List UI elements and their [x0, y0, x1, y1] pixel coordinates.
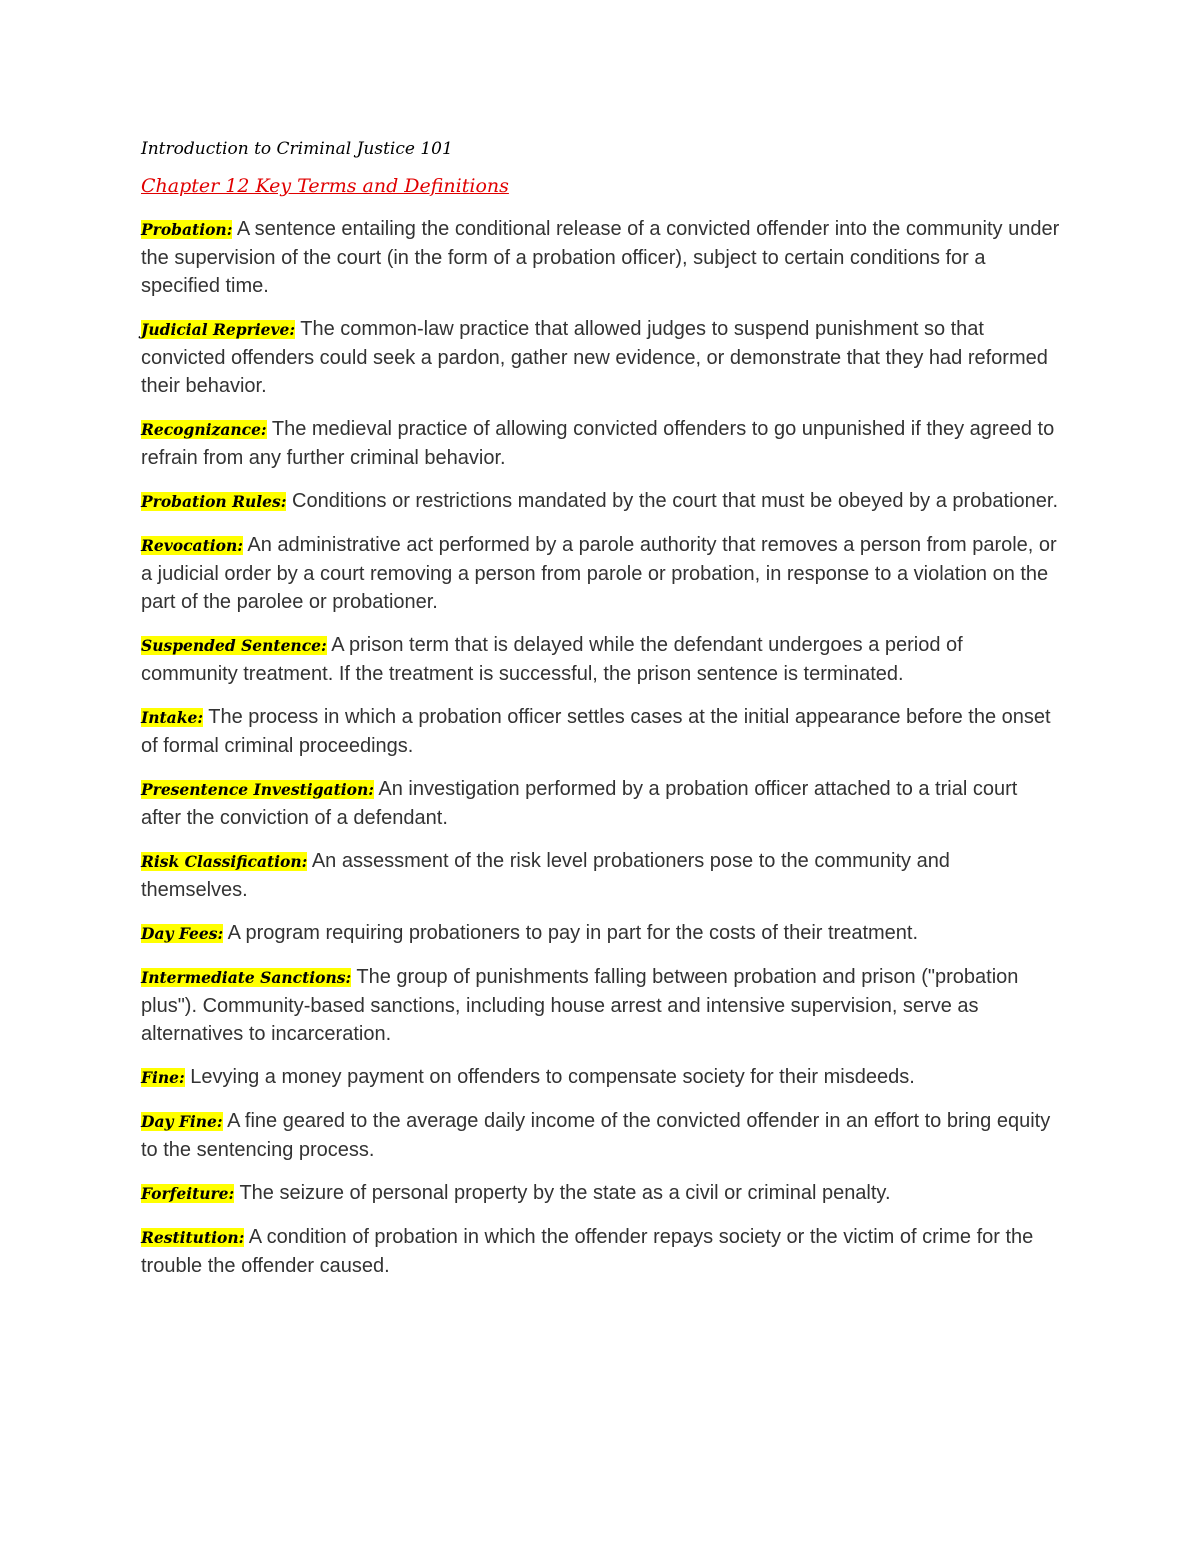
term-entry-forfeiture [141, 1179, 1061, 1208]
term-name: Fine: [141, 1067, 185, 1087]
term-entry-intake [141, 703, 1061, 760]
course-title: Introduction to Criminal Justice 101 [141, 139, 453, 159]
term-entry-day-fine [141, 1107, 1061, 1164]
term-definition: A program requiring probationers to pay in part for the costs of their treatment. [223, 921, 919, 944]
term-name: Day Fees: [141, 923, 224, 943]
term-definition: A condition of probation in which the offender repays society or the victim of crime for the trouble the offender caused. [141, 1225, 1034, 1277]
term-list [141, 215, 1061, 1280]
term-definition: An administrative act performed by a parole authority that removes a person from parole, or a judicial order by a court removing a person from parole or probation, in response to a violation on the part of the parolee or probationer. [141, 533, 1057, 613]
term-name: Forfeiture: [141, 1183, 235, 1203]
term-entry-recognizance [141, 415, 1061, 472]
term-name: Revocation: [141, 535, 243, 555]
term-entry-fine [141, 1063, 1061, 1092]
term-name: Restitution: [141, 1227, 245, 1247]
term-entry-presentence-investigation [141, 775, 1061, 832]
term-entry-judicial-reprieve [141, 315, 1061, 400]
term-name: Day Fine: [141, 1111, 223, 1131]
term-name: Judicial Reprieve: [141, 319, 296, 339]
term-entry-probation-rules [141, 487, 1061, 516]
document-page [141, 138, 1061, 1295]
chapter-title: Chapter 12 Key Terms and Definitions [141, 175, 509, 198]
term-name: Probation: [141, 219, 233, 239]
term-definition: The process in which a probation officer settles cases at the initial appearance before the onset of formal criminal proceedings. [141, 705, 1051, 757]
term-entry-probation [141, 215, 1061, 300]
term-definition: A prison term that is delayed while the defendant undergoes a period of community treatment. If the treatment is successful, the prison sentence is terminated. [141, 633, 963, 685]
term-name: Recognizance: [141, 419, 267, 439]
term-definition: A fine geared to the average daily income of the convicted offender in an effort to bring equity to the sentencing process. [141, 1109, 1051, 1161]
term-name: Probation Rules: [141, 491, 287, 511]
term-definition: Conditions or restrictions mandated by the court that must be obeyed by a probationer. [286, 489, 1059, 512]
term-definition: An assessment of the risk level probationers pose to the community and themselves. [141, 849, 950, 901]
term-entry-restitution [141, 1223, 1061, 1280]
term-definition: An investigation performed by a probation officer attached to a trial court after the conviction of a defendant. [141, 777, 1018, 829]
term-entry-intermediate-sanctions [141, 963, 1061, 1048]
term-definition: A sentence entailing the conditional release of a convicted offender into the community under the supervision of the court (in the form of a probation officer), subject to certain conditions for a specified time. [141, 217, 1060, 297]
term-entry-suspended-sentence [141, 631, 1061, 688]
term-name: Intake: [141, 707, 204, 727]
term-entry-risk-classification [141, 847, 1061, 904]
term-name: Intermediate Sanctions: [141, 967, 352, 987]
term-name: Suspended Sentence: [141, 635, 327, 655]
term-definition: The seizure of personal property by the state as a civil or criminal penalty. [234, 1181, 891, 1204]
term-name: Presentence Investigation: [141, 779, 374, 799]
term-definition: The medieval practice of allowing convicted offenders to go unpunished if they agreed to refrain from any further criminal behavior. [141, 417, 1055, 469]
term-entry-day-fees [141, 919, 1061, 948]
term-name: Risk Classification: [141, 851, 308, 871]
term-definition: The group of punishments falling between probation and prison ("probation plus"). Community-based sanctions, including house arrest and intensive supervision, serve as alternatives to incarceration. [141, 965, 1019, 1045]
term-definition: The common-law practice that allowed judges to suspend punishment so that convicted offenders could seek a pardon, gather new evidence, or demonstrate that they had reformed their behavior. [141, 317, 1048, 397]
term-definition: Levying a money payment on offenders to compensate society for their misdeeds. [184, 1065, 915, 1088]
term-entry-revocation [141, 531, 1061, 616]
